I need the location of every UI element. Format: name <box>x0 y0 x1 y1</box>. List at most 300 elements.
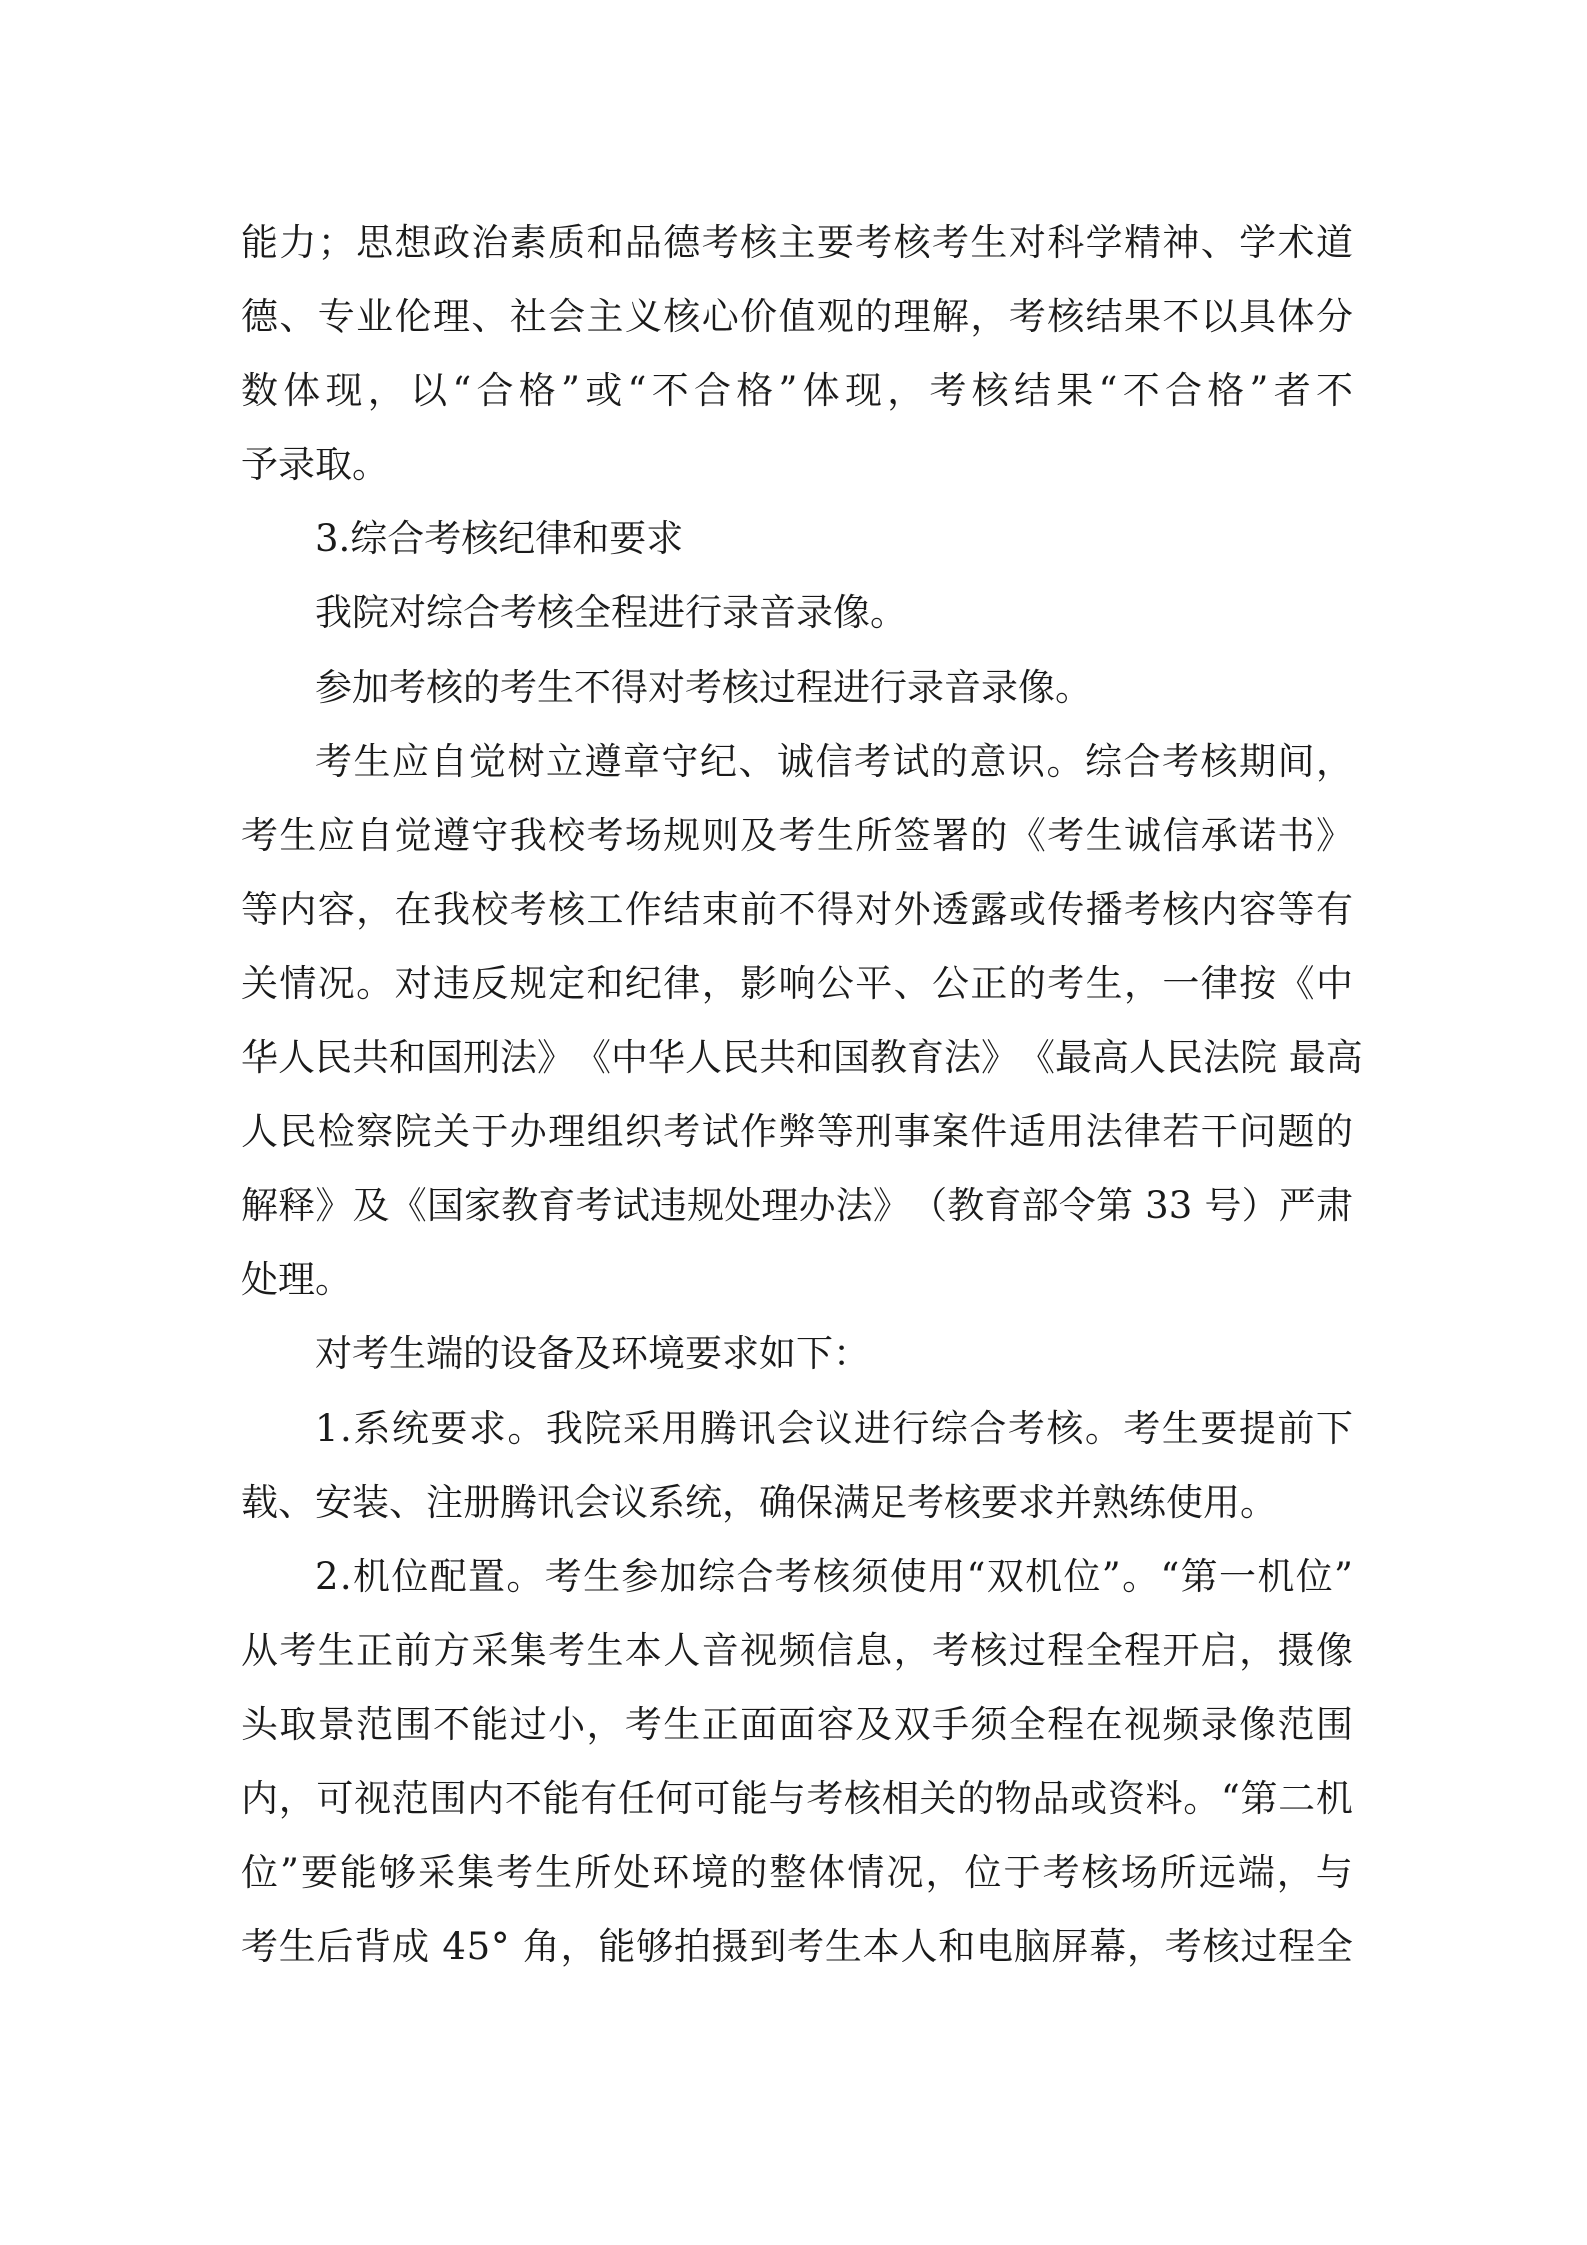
glyph: 考 <box>1162 739 1199 783</box>
glyph: 题 <box>1277 1110 1315 1154</box>
glyph: 考 <box>1123 887 1161 931</box>
glyph: 等 <box>1277 887 1315 931</box>
text-run: 处理。 <box>241 1258 352 1302</box>
glyph: 。 <box>1046 739 1084 783</box>
glyph: 或 <box>1070 1776 1108 1820</box>
glyph: 核 <box>813 1554 851 1598</box>
glyph: ， <box>1316 739 1353 783</box>
glyph: 》 <box>537 1036 574 1080</box>
glyph: 关 <box>919 1776 957 1820</box>
glyph: 情 <box>847 1851 885 1895</box>
glyph: 位 <box>391 1554 429 1598</box>
glyph: 影 <box>740 961 778 1005</box>
glyph: ； <box>317 221 355 264</box>
glyph: . <box>340 1406 352 1450</box>
glyph: ” <box>280 1851 299 1895</box>
glyph: 用 <box>1047 1110 1085 1154</box>
glyph: 家 <box>464 1184 502 1228</box>
glyph: 面 <box>778 1702 816 1746</box>
glyph: 对 <box>855 887 893 931</box>
glyph: 全 <box>1315 1925 1353 1969</box>
glyph: 生 <box>816 813 854 857</box>
text-line <box>241 1095 1353 1169</box>
glyph: 考 <box>279 1628 317 1672</box>
glyph: 书 <box>1277 813 1315 857</box>
glyph: 想 <box>394 221 432 264</box>
glyph: 束 <box>701 887 739 931</box>
glyph: 会 <box>548 295 586 339</box>
glyph: 考 <box>1164 1925 1202 1969</box>
glyph: 事 <box>893 1110 931 1154</box>
glyph: 处 <box>613 1851 651 1895</box>
glyph: 及 <box>855 1702 893 1746</box>
glyph: 物 <box>994 1776 1032 1820</box>
glyph: 生 <box>279 813 317 857</box>
glyph: 机 <box>353 1554 390 1598</box>
glyph: 够 <box>379 1851 417 1895</box>
glyph: ” <box>1334 1554 1353 1598</box>
glyph: 适 <box>1008 1110 1046 1154</box>
glyph: 华 <box>648 1036 685 1080</box>
text-run: 3.综合考核纪律和要求 <box>315 517 684 561</box>
glyph: 考 <box>774 1554 812 1598</box>
glyph: 不 <box>778 887 816 931</box>
glyph: 中 <box>1315 961 1353 1005</box>
glyph: 本 <box>862 1925 900 1969</box>
glyph: 生 <box>970 221 1008 264</box>
glyph: 不 <box>1162 295 1200 339</box>
glyph: 生 <box>824 1925 862 1969</box>
glyph: 考 <box>241 813 278 857</box>
glyph: ， <box>1239 1628 1277 1672</box>
glyph: 我 <box>432 887 470 931</box>
glyph: 思 <box>356 221 394 264</box>
glyph: “ <box>1160 1554 1180 1598</box>
glyph: 有 <box>1315 887 1353 931</box>
glyph: 格 <box>1207 369 1245 413</box>
glyph: 容 <box>816 1702 854 1746</box>
glyph: 播 <box>1085 887 1123 931</box>
glyph: 行 <box>892 1406 930 1450</box>
glyph: 《 <box>574 1036 611 1080</box>
glyph: 过 <box>1240 1925 1278 1969</box>
glyph: （ <box>910 1184 948 1228</box>
glyph: 。 <box>506 1554 544 1598</box>
glyph: 况 <box>886 1851 924 1895</box>
glyph: 一 <box>1162 961 1200 1005</box>
glyph: 采 <box>471 1628 509 1672</box>
glyph: 双 <box>893 1702 931 1746</box>
glyph: 意 <box>969 739 1007 783</box>
glyph: 开 <box>1162 1628 1200 1672</box>
glyph: 科 <box>1047 221 1085 264</box>
text-line <box>241 1540 1353 1614</box>
glyph: 体 <box>1277 295 1315 339</box>
glyph: ） <box>1241 1184 1279 1228</box>
glyph: 脑 <box>1013 1925 1051 1969</box>
glyph: 关 <box>432 1110 470 1154</box>
glyph: 考 <box>1123 1406 1161 1450</box>
glyph: 生 <box>535 1851 573 1895</box>
glyph: 理 <box>432 295 470 339</box>
glyph <box>510 1910 522 1984</box>
text-line <box>241 1317 1353 1391</box>
glyph: 位 <box>241 1851 278 1895</box>
glyph: 不 <box>432 1702 470 1746</box>
glyph: 容 <box>317 887 355 931</box>
glyph: 得 <box>816 887 854 931</box>
glyph: 在 <box>394 887 432 931</box>
glyph: 共 <box>759 1036 796 1080</box>
glyph: 于 <box>471 1110 509 1154</box>
glyph: 机 <box>1257 1554 1295 1598</box>
glyph: 人 <box>685 1036 722 1080</box>
glyph: 所 <box>1159 1851 1197 1895</box>
glyph: 任 <box>617 1776 655 1820</box>
glyph: 参 <box>621 1554 659 1598</box>
glyph: 第 <box>1180 1554 1218 1598</box>
glyph: 心 <box>701 295 739 339</box>
glyph: 不 <box>651 369 689 413</box>
glyph: 纪 <box>700 739 737 783</box>
glyph: 不 <box>504 1776 542 1820</box>
glyph: 间 <box>1277 739 1315 783</box>
text-line <box>241 799 1353 873</box>
glyph: 考 <box>1047 813 1085 857</box>
glyph: 试 <box>701 1110 739 1154</box>
glyph: 定 <box>548 961 586 1005</box>
glyph: 华 <box>241 1036 278 1080</box>
glyph: 体 <box>283 369 321 413</box>
glyph: ， <box>1276 1851 1314 1895</box>
glyph: 我 <box>509 813 547 857</box>
glyph: 综 <box>698 1554 736 1598</box>
glyph: 平 <box>855 961 893 1005</box>
glyph: 够 <box>636 1925 674 1969</box>
glyph: 守 <box>661 739 699 783</box>
glyph: 第 <box>1095 1184 1133 1228</box>
glyph: 腾 <box>699 1406 737 1450</box>
glyph: 神 <box>1162 221 1200 264</box>
glyph: 》 <box>981 1036 1018 1080</box>
glyph: 考 <box>854 739 891 783</box>
glyph: 电 <box>975 1925 1013 1969</box>
glyph: 试 <box>612 1184 650 1228</box>
glyph: 觉 <box>469 739 506 783</box>
glyph: 道 <box>1315 221 1353 264</box>
glyph: 值 <box>778 295 816 339</box>
glyph: 我 <box>545 1406 583 1450</box>
glyph: 何 <box>655 1776 693 1820</box>
glyph: “ <box>966 1554 986 1598</box>
glyph: 容 <box>1239 887 1277 931</box>
glyph: 现 <box>325 369 363 413</box>
glyph: 机 <box>1315 1776 1353 1820</box>
glyph: 频 <box>778 1628 816 1672</box>
glyph: 要 <box>300 1851 338 1895</box>
glyph: 景 <box>317 1702 355 1746</box>
glyph: 关 <box>241 961 278 1005</box>
glyph: 干 <box>1200 1110 1238 1154</box>
glyph: 公 <box>816 961 854 1005</box>
glyph: 本 <box>624 1628 662 1672</box>
glyph: 《 <box>389 1184 427 1228</box>
glyph: 会 <box>776 1406 814 1450</box>
glyph: 问 <box>1239 1110 1277 1154</box>
glyph: 严 <box>1278 1184 1316 1228</box>
glyph: 织 <box>624 1110 662 1154</box>
glyph: ” <box>561 369 580 413</box>
glyph: 高 <box>1325 1036 1363 1080</box>
glyph: 署 <box>932 813 970 857</box>
glyph: 要 <box>816 221 854 264</box>
glyph: ， <box>367 369 405 413</box>
glyph: “ <box>1098 369 1118 413</box>
glyph: 专 <box>317 295 355 339</box>
glyph: 具 <box>1239 295 1277 339</box>
glyph: 。 <box>1183 1776 1221 1820</box>
glyph: 2 <box>315 1554 339 1598</box>
glyph: 录 <box>1200 1702 1238 1746</box>
glyph: 考 <box>548 1628 586 1672</box>
glyph: 件 <box>970 1110 1008 1154</box>
glyph: 考 <box>663 1110 701 1154</box>
glyph: 合 <box>1123 739 1161 783</box>
glyph: 资 <box>1107 1776 1145 1820</box>
glyph: 和 <box>796 1036 833 1080</box>
glyph: 和 <box>586 961 624 1005</box>
glyph: 核 <box>971 369 1009 413</box>
glyph: 作 <box>740 1110 778 1154</box>
glyph: 启 <box>1200 1628 1238 1672</box>
glyph: 于 <box>1003 1851 1041 1895</box>
glyph: 正 <box>970 961 1008 1005</box>
glyph: 院 <box>1240 1036 1277 1080</box>
glyph: 场 <box>624 813 662 857</box>
glyph: 觉 <box>394 813 432 857</box>
glyph: 理 <box>548 1110 586 1154</box>
glyph: ， <box>970 295 1008 339</box>
glyph: 共 <box>352 1036 389 1080</box>
glyph: 5 <box>466 1925 491 1969</box>
glyph: 小 <box>548 1702 586 1746</box>
glyph: 核 <box>1047 295 1085 339</box>
glyph: 刑 <box>463 1036 500 1080</box>
glyph: 解 <box>241 1184 278 1228</box>
glyph: 3 <box>1168 1184 1193 1228</box>
glyph: 信 <box>1162 813 1200 857</box>
text-line <box>241 354 1353 428</box>
glyph: 品 <box>1032 1776 1070 1820</box>
glyph: 遵 <box>432 813 470 857</box>
glyph: 释 <box>278 1184 316 1228</box>
glyph: 质 <box>548 221 586 264</box>
glyph: 信 <box>815 739 853 783</box>
glyph: 。 <box>507 1406 545 1450</box>
glyph: 程 <box>1123 1628 1161 1672</box>
glyph: 像 <box>1239 1702 1277 1746</box>
glyph: 可 <box>693 1776 731 1820</box>
glyph: ” <box>1249 369 1269 413</box>
glyph: . <box>339 1554 352 1598</box>
glyph: 力 <box>279 221 317 264</box>
glyph: 律 <box>663 961 701 1005</box>
glyph: 求 <box>468 1406 506 1450</box>
glyph: 最 <box>1055 1036 1092 1080</box>
glyph: 》 <box>315 1184 353 1228</box>
glyph: 德 <box>241 295 278 339</box>
glyph: 诚 <box>777 739 814 783</box>
glyph: 能 <box>730 1776 768 1820</box>
glyph: 核 <box>1162 887 1200 931</box>
glyph: 使 <box>889 1554 927 1598</box>
glyph: 下 <box>1315 1406 1353 1450</box>
glyph: 考 <box>787 1925 825 1969</box>
glyph: 集 <box>509 1628 547 1672</box>
glyph: 》 <box>872 1184 910 1228</box>
glyph: 置 <box>468 1554 506 1598</box>
glyph: 校 <box>471 887 509 931</box>
glyph: 考 <box>932 221 970 264</box>
glyph: 人 <box>241 1110 278 1154</box>
glyph: 人 <box>1129 1036 1166 1080</box>
glyph: 诺 <box>1239 813 1277 857</box>
glyph: 遵 <box>584 739 622 783</box>
glyph: 应 <box>392 739 429 783</box>
glyph: 价 <box>740 295 778 339</box>
glyph: 、 <box>279 295 317 339</box>
glyph: 全 <box>1008 1702 1046 1746</box>
glyph: 位 <box>1295 1554 1333 1598</box>
glyph: 素 <box>509 221 547 264</box>
glyph: 《 <box>1018 1036 1055 1080</box>
glyph: 内 <box>279 887 317 931</box>
glyph: 考 <box>496 1851 534 1895</box>
glyph: 采 <box>418 1851 456 1895</box>
glyph: 签 <box>893 813 931 857</box>
glyph: 观 <box>816 295 854 339</box>
glyph: 肃 <box>1315 1184 1353 1228</box>
glyph: 核 <box>1202 1925 1240 1969</box>
glyph: 违 <box>432 961 470 1005</box>
glyph: 育 <box>907 1036 944 1080</box>
glyph: 合 <box>693 369 731 413</box>
glyph: 程 <box>1278 1925 1316 1969</box>
glyph: 所 <box>574 1851 612 1895</box>
glyph: 能 <box>598 1925 636 1969</box>
glyph: 位 <box>964 1851 1002 1895</box>
glyph: 围 <box>429 1776 467 1820</box>
glyph: 核 <box>970 1628 1008 1672</box>
glyph <box>430 1910 442 1984</box>
glyph: 后 <box>316 1925 354 1969</box>
text-run: 参加考核的考生不得对考核过程进行录音录像。 <box>315 665 1092 709</box>
glyph: 国 <box>426 1184 464 1228</box>
text-line <box>241 947 1353 1021</box>
glyph: 结 <box>1085 295 1123 339</box>
text-run: 对考生端的设备及环境要求如下： <box>315 1332 870 1376</box>
glyph: 像 <box>1315 1628 1353 1672</box>
glyph: 考 <box>315 739 352 783</box>
glyph: 人 <box>278 1036 315 1080</box>
glyph: 国 <box>833 1036 870 1080</box>
glyph: 解 <box>932 295 970 339</box>
glyph: 摄 <box>711 1925 749 1969</box>
glyph: 核 <box>548 887 586 931</box>
glyph: 承 <box>1200 813 1238 857</box>
glyph: 理 <box>761 1184 799 1228</box>
glyph: 用 <box>661 1406 699 1450</box>
glyph: 法 <box>944 1036 981 1080</box>
glyph: 前 <box>740 887 778 931</box>
glyph: 法 <box>1203 1036 1240 1080</box>
glyph: 以 <box>1200 295 1238 339</box>
glyph: 最 <box>1288 1036 1326 1080</box>
glyph: 不 <box>1122 369 1160 413</box>
glyph: 及 <box>740 813 778 857</box>
glyph: 核 <box>893 221 931 264</box>
glyph: 考 <box>932 1628 970 1672</box>
glyph: 检 <box>317 1110 355 1154</box>
glyph: 生 <box>1085 961 1123 1005</box>
glyph: 校 <box>548 813 586 857</box>
glyph: 议 <box>815 1406 853 1450</box>
glyph: 范 <box>391 1776 429 1820</box>
glyph: 场 <box>1120 1851 1158 1895</box>
glyph: 外 <box>893 887 931 931</box>
glyph: 传 <box>1047 887 1085 931</box>
glyph: 若 <box>1162 1110 1200 1154</box>
glyph: 反 <box>471 961 509 1005</box>
glyph: 境 <box>691 1851 729 1895</box>
glyph: 机 <box>1025 1554 1063 1598</box>
glyph: 、 <box>893 961 931 1005</box>
glyph: 伦 <box>394 295 432 339</box>
glyph: 教 <box>947 1184 985 1228</box>
glyph: 考 <box>624 1702 662 1746</box>
glyph: 期 <box>1239 739 1276 783</box>
glyph: 高 <box>1092 1036 1129 1080</box>
glyph: 在 <box>1085 1702 1123 1746</box>
glyph: 有 <box>580 1776 618 1820</box>
glyph: ， <box>887 369 925 413</box>
glyph: 生 <box>663 1702 701 1746</box>
glyph: 一 <box>1219 1554 1257 1598</box>
glyph: 端 <box>1237 1851 1275 1895</box>
glyph: 提 <box>1238 1406 1276 1450</box>
glyph: 合 <box>1164 369 1202 413</box>
text-line <box>241 1762 1353 1836</box>
glyph: 规 <box>663 813 701 857</box>
glyph: 考 <box>544 1554 582 1598</box>
glyph: 与 <box>768 1776 806 1820</box>
glyph: 全 <box>1085 1628 1123 1672</box>
glyph: 和 <box>586 221 624 264</box>
glyph: 考 <box>1007 1406 1045 1450</box>
glyph: 环 <box>652 1851 690 1895</box>
glyph: 业 <box>356 295 394 339</box>
glyph: “ <box>452 369 472 413</box>
glyph: ° <box>490 1925 510 1969</box>
glyph: 前 <box>394 1628 432 1672</box>
glyph: 和 <box>938 1925 976 1969</box>
glyph: 音 <box>701 1628 739 1672</box>
glyph: 核 <box>1046 1406 1084 1450</box>
glyph: 整 <box>769 1851 807 1895</box>
glyph: 号 <box>1204 1184 1242 1228</box>
glyph: 范 <box>1277 1702 1315 1746</box>
glyph: 正 <box>701 1702 739 1746</box>
